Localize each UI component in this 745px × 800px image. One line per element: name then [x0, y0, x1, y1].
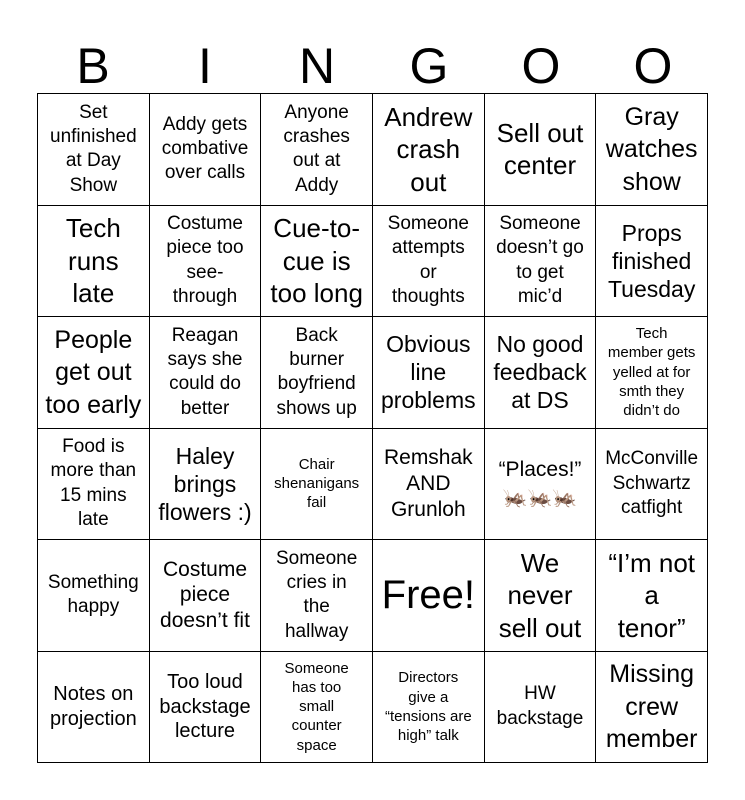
cell-text: Free!	[381, 573, 475, 618]
cell-text: “I’m not a tenor”	[608, 547, 695, 643]
bingo-cell[interactable]	[38, 429, 150, 541]
cell-text: Props finished Tuesday	[607, 219, 696, 302]
cell-content	[608, 324, 696, 420]
bingo-cell[interactable]	[485, 540, 597, 652]
cell-content	[384, 101, 472, 199]
cricket-icon: 🦗🦗🦗	[502, 486, 578, 509]
bingo-cell[interactable]	[38, 94, 150, 206]
bingo-cell[interactable]	[261, 652, 373, 764]
bingo-cell[interactable]	[373, 317, 485, 429]
cell-text: Tech member gets yelled at for smth they didn’t do	[607, 325, 696, 420]
bingo-cell[interactable]	[596, 94, 708, 206]
bingo-cell[interactable]	[261, 317, 373, 429]
bingo-cell[interactable]	[150, 540, 262, 652]
cell-content	[497, 682, 584, 731]
cell-text: Anyone crashes out at Addy	[283, 101, 350, 196]
header-letter: O	[633, 38, 673, 94]
cell-content	[606, 101, 698, 199]
cell-text: Food is more than 15 mins late	[50, 436, 137, 531]
bingo-cell[interactable]	[485, 317, 597, 429]
bingo-cell[interactable]	[150, 429, 262, 541]
cell-content	[159, 670, 250, 743]
cell-content	[385, 668, 472, 745]
bingo-cell[interactable]	[485, 652, 597, 764]
cell-content	[497, 117, 584, 182]
bingo-cell[interactable]	[261, 206, 373, 318]
cell-text: Someone attempts or thoughts	[387, 213, 469, 308]
cell-text: Something happy	[47, 571, 139, 618]
cell-content	[381, 573, 475, 618]
cell-content	[608, 219, 695, 303]
bingo-cell[interactable]	[373, 94, 485, 206]
bingo-cell[interactable]	[261, 94, 373, 206]
header-letter: G	[409, 38, 449, 94]
cell-content	[270, 212, 363, 310]
cell-content	[51, 435, 137, 532]
cell-content	[158, 442, 251, 526]
header-letter: O	[521, 38, 561, 94]
cell-text: Chair shenanigans fail	[274, 455, 360, 512]
cell-content	[499, 547, 581, 645]
bingo-cell[interactable]	[38, 540, 150, 652]
bingo-cell[interactable]	[596, 206, 708, 318]
bingo-cell[interactable]	[596, 652, 708, 764]
cell-text: Notes on projection	[49, 683, 137, 730]
cell-text: Gray watches show	[605, 102, 698, 196]
cell-text: We never sell out	[498, 547, 582, 643]
cell-text: Someone has too small counter space	[284, 659, 349, 754]
bingo-cell[interactable]	[596, 540, 708, 652]
header-letter: B	[76, 38, 110, 94]
cell-text: Sell out center	[496, 117, 584, 181]
cell-content	[381, 330, 476, 414]
cell-text: Missing crew member	[605, 660, 698, 753]
cell-content	[499, 457, 582, 511]
cell-content	[50, 101, 137, 198]
bingo-cell[interactable]	[485, 206, 597, 318]
cell-content	[496, 212, 584, 309]
bingo-cell[interactable]	[38, 652, 150, 764]
cell-text: Back burner boyfriend shows up	[276, 324, 357, 419]
cell-content	[285, 659, 349, 755]
cell-text: Haley brings flowers :)	[158, 442, 252, 525]
cell-content	[384, 445, 473, 522]
cell-text: Reagan says she could do better	[167, 324, 243, 419]
cell-content	[277, 324, 357, 421]
cell-content	[608, 547, 695, 645]
cell-text: No good feedback at DS	[493, 331, 587, 414]
cell-content	[162, 113, 249, 186]
bingo-cell[interactable]	[596, 429, 708, 541]
cell-content	[388, 212, 469, 309]
cell-content	[276, 547, 357, 644]
cell-content	[605, 447, 698, 520]
cell-content	[168, 324, 243, 421]
cell-text: Directors give a “tensions are high” talk	[384, 669, 472, 744]
bingo-cell[interactable]	[150, 206, 262, 318]
bingo-free-cell[interactable]	[373, 540, 485, 652]
bingo-cell[interactable]	[373, 652, 485, 764]
cell-text: Too loud backstage lecture	[159, 671, 251, 742]
bingo-cell[interactable]	[261, 429, 373, 541]
cell-content	[48, 571, 139, 620]
cell-text: Someone doesn’t go to get mic’d	[496, 213, 584, 308]
bingo-cell[interactable]	[150, 94, 262, 206]
bingo-cell[interactable]	[373, 206, 485, 318]
cell-text: McConville Schwartz catfight	[605, 448, 699, 518]
cell-content	[606, 658, 698, 756]
cell-text: Tech runs late	[65, 213, 121, 308]
cell-text: Remshak AND Grunloh	[383, 446, 473, 521]
cell-content	[283, 101, 350, 198]
cell-content	[45, 324, 141, 422]
cell-text: Andrew crash out	[384, 101, 473, 197]
cell-text: Costume piece too see- through	[166, 213, 244, 308]
bingo-cell[interactable]	[373, 429, 485, 541]
cell-text: Someone cries in the hallway	[275, 547, 358, 642]
cell-content	[493, 330, 586, 414]
header-letter: I	[198, 38, 212, 94]
bingo-cell[interactable]	[38, 206, 150, 318]
bingo-cell[interactable]	[485, 94, 597, 206]
cell-text: Costume piece doesn’t fit	[160, 557, 250, 633]
cell-text: Obvious line problems	[381, 331, 476, 414]
cell-text: Addy gets combative over calls	[161, 113, 249, 184]
bingo-header	[37, 38, 709, 94]
cell-text: Set unfinished at Day Show	[50, 101, 137, 196]
cell-content	[50, 682, 137, 731]
cell-content	[160, 557, 250, 634]
cell-content	[166, 212, 243, 309]
bingo-cell[interactable]	[261, 540, 373, 652]
bingo-cell[interactable]	[485, 429, 597, 541]
bingo-grid	[37, 93, 708, 763]
cell-text: HW backstage	[496, 683, 584, 729]
bingo-cell[interactable]	[596, 317, 708, 429]
cell-text: Cue-to- cue is too long	[270, 213, 363, 308]
cell-text: “Places!”	[498, 457, 582, 481]
header-letter: N	[298, 38, 336, 94]
bingo-cell[interactable]	[150, 652, 262, 764]
bingo-cell[interactable]	[38, 317, 150, 429]
cell-text: People get out too early	[45, 325, 142, 419]
cell-content	[274, 455, 359, 513]
bingo-cell[interactable]	[150, 317, 262, 429]
cell-content	[66, 212, 121, 310]
